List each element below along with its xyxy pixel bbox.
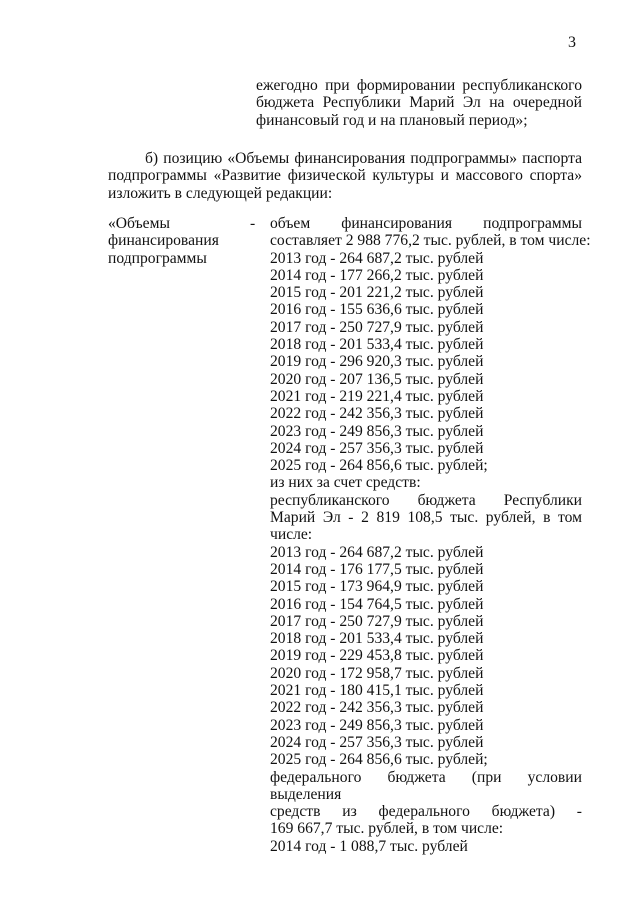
content-line: составляет 2 988 776,2 тыс. рублей, в том числе: xyxy=(270,232,591,250)
content-line: 2024 год - 257 356,3 тыс. рублей xyxy=(270,439,484,457)
content-line: числе: xyxy=(270,526,313,544)
paragraph-line: подпрограммы «Развитие физической культуры и массового спорта» xyxy=(108,167,582,185)
content-line: федерального бюджета (при условии выделения xyxy=(270,768,582,803)
content-line: 2014 год - 1 088,7 тыс. рублей xyxy=(270,837,468,855)
content-line: 2016 год - 154 764,5 тыс. рублей xyxy=(270,595,484,613)
label-line: подпрограммы xyxy=(108,249,207,267)
page-number: 3 xyxy=(568,34,576,51)
intro-line: финансовый год и на плановый период»; xyxy=(256,111,528,129)
content-line: 2020 год - 172 958,7 тыс. рублей xyxy=(270,664,484,682)
content-line: 2013 год - 264 687,2 тыс. рублей xyxy=(270,249,484,267)
content-line: 2025 год - 264 856,6 тыс. рублей; xyxy=(270,751,488,769)
content-line: 2015 год - 173 964,9 тыс. рублей xyxy=(270,578,484,596)
content-line: 2024 год - 257 356,3 тыс. рублей xyxy=(270,733,484,751)
label-line: «Объемы xyxy=(108,215,170,232)
paragraph-line: б) позицию «Объемы финансирования подпрограммы» паспорта xyxy=(145,150,582,167)
content-line: 2018 год - 201 533,4 тыс. рублей xyxy=(270,336,484,354)
amendment-paragraph xyxy=(108,150,582,202)
content-line: 2025 год - 264 856,6 тыс. рублей; xyxy=(270,457,488,475)
funding-content xyxy=(270,215,591,855)
intro-line: ежегодно при формировании республиканского xyxy=(256,77,582,94)
content-line: 2023 год - 249 856,3 тыс. рублей xyxy=(270,422,484,440)
content-line: 2021 год - 219 221,4 тыс. рублей xyxy=(270,387,484,405)
content-line: 2015 год - 201 221,2 тыс. рублей xyxy=(270,284,484,302)
content-line: 2014 год - 176 177,5 тыс. рублей xyxy=(270,560,484,578)
paragraph-line: изложить в следующей редакции: xyxy=(108,184,333,202)
content-line: 2023 год - 249 856,3 тыс. рублей xyxy=(270,716,484,734)
content-line: 2017 год - 250 727,9 тыс. рублей xyxy=(270,318,484,336)
content-line: объем финансирования подпрограммы xyxy=(270,215,582,232)
position-label xyxy=(108,215,248,267)
content-line: 2020 год - 207 136,5 тыс. рублей xyxy=(270,370,484,388)
label-line: финансирования xyxy=(108,232,219,250)
content-line: из них за счет средств: xyxy=(270,474,421,492)
intro-line: бюджета Республики Марий Эл на очередной xyxy=(256,94,582,112)
content-line: 2017 год - 250 727,9 тыс. рублей xyxy=(270,612,484,630)
content-line: средств из федерального бюджета) - xyxy=(270,803,582,821)
content-line: 169 667,7 тыс. рублей, в том числе: xyxy=(270,820,504,838)
content-line: республиканского бюджета Республики xyxy=(270,491,582,509)
content-line: 2019 год - 296 920,3 тыс. рублей xyxy=(270,353,484,371)
content-line: 2013 год - 264 687,2 тыс. рублей xyxy=(270,543,484,561)
content-line: 2022 год - 242 356,3 тыс. рублей xyxy=(270,405,484,423)
content-line: 2019 год - 229 453,8 тыс. рублей xyxy=(270,647,484,665)
content-line: 2021 год - 180 415,1 тыс. рублей xyxy=(270,682,484,700)
content-line: Марий Эл - 2 819 108,5 тыс. рублей, в том xyxy=(270,509,582,527)
content-line: 2014 год - 177 266,2 тыс. рублей xyxy=(270,266,484,284)
content-line: 2022 год - 242 356,3 тыс. рублей xyxy=(270,699,484,717)
content-line: 2018 год - 201 533,4 тыс. рублей xyxy=(270,630,484,648)
separator-dash: - xyxy=(250,215,256,232)
intro-text xyxy=(256,77,582,129)
content-line: 2016 год - 155 636,6 тыс. рублей xyxy=(270,301,484,319)
